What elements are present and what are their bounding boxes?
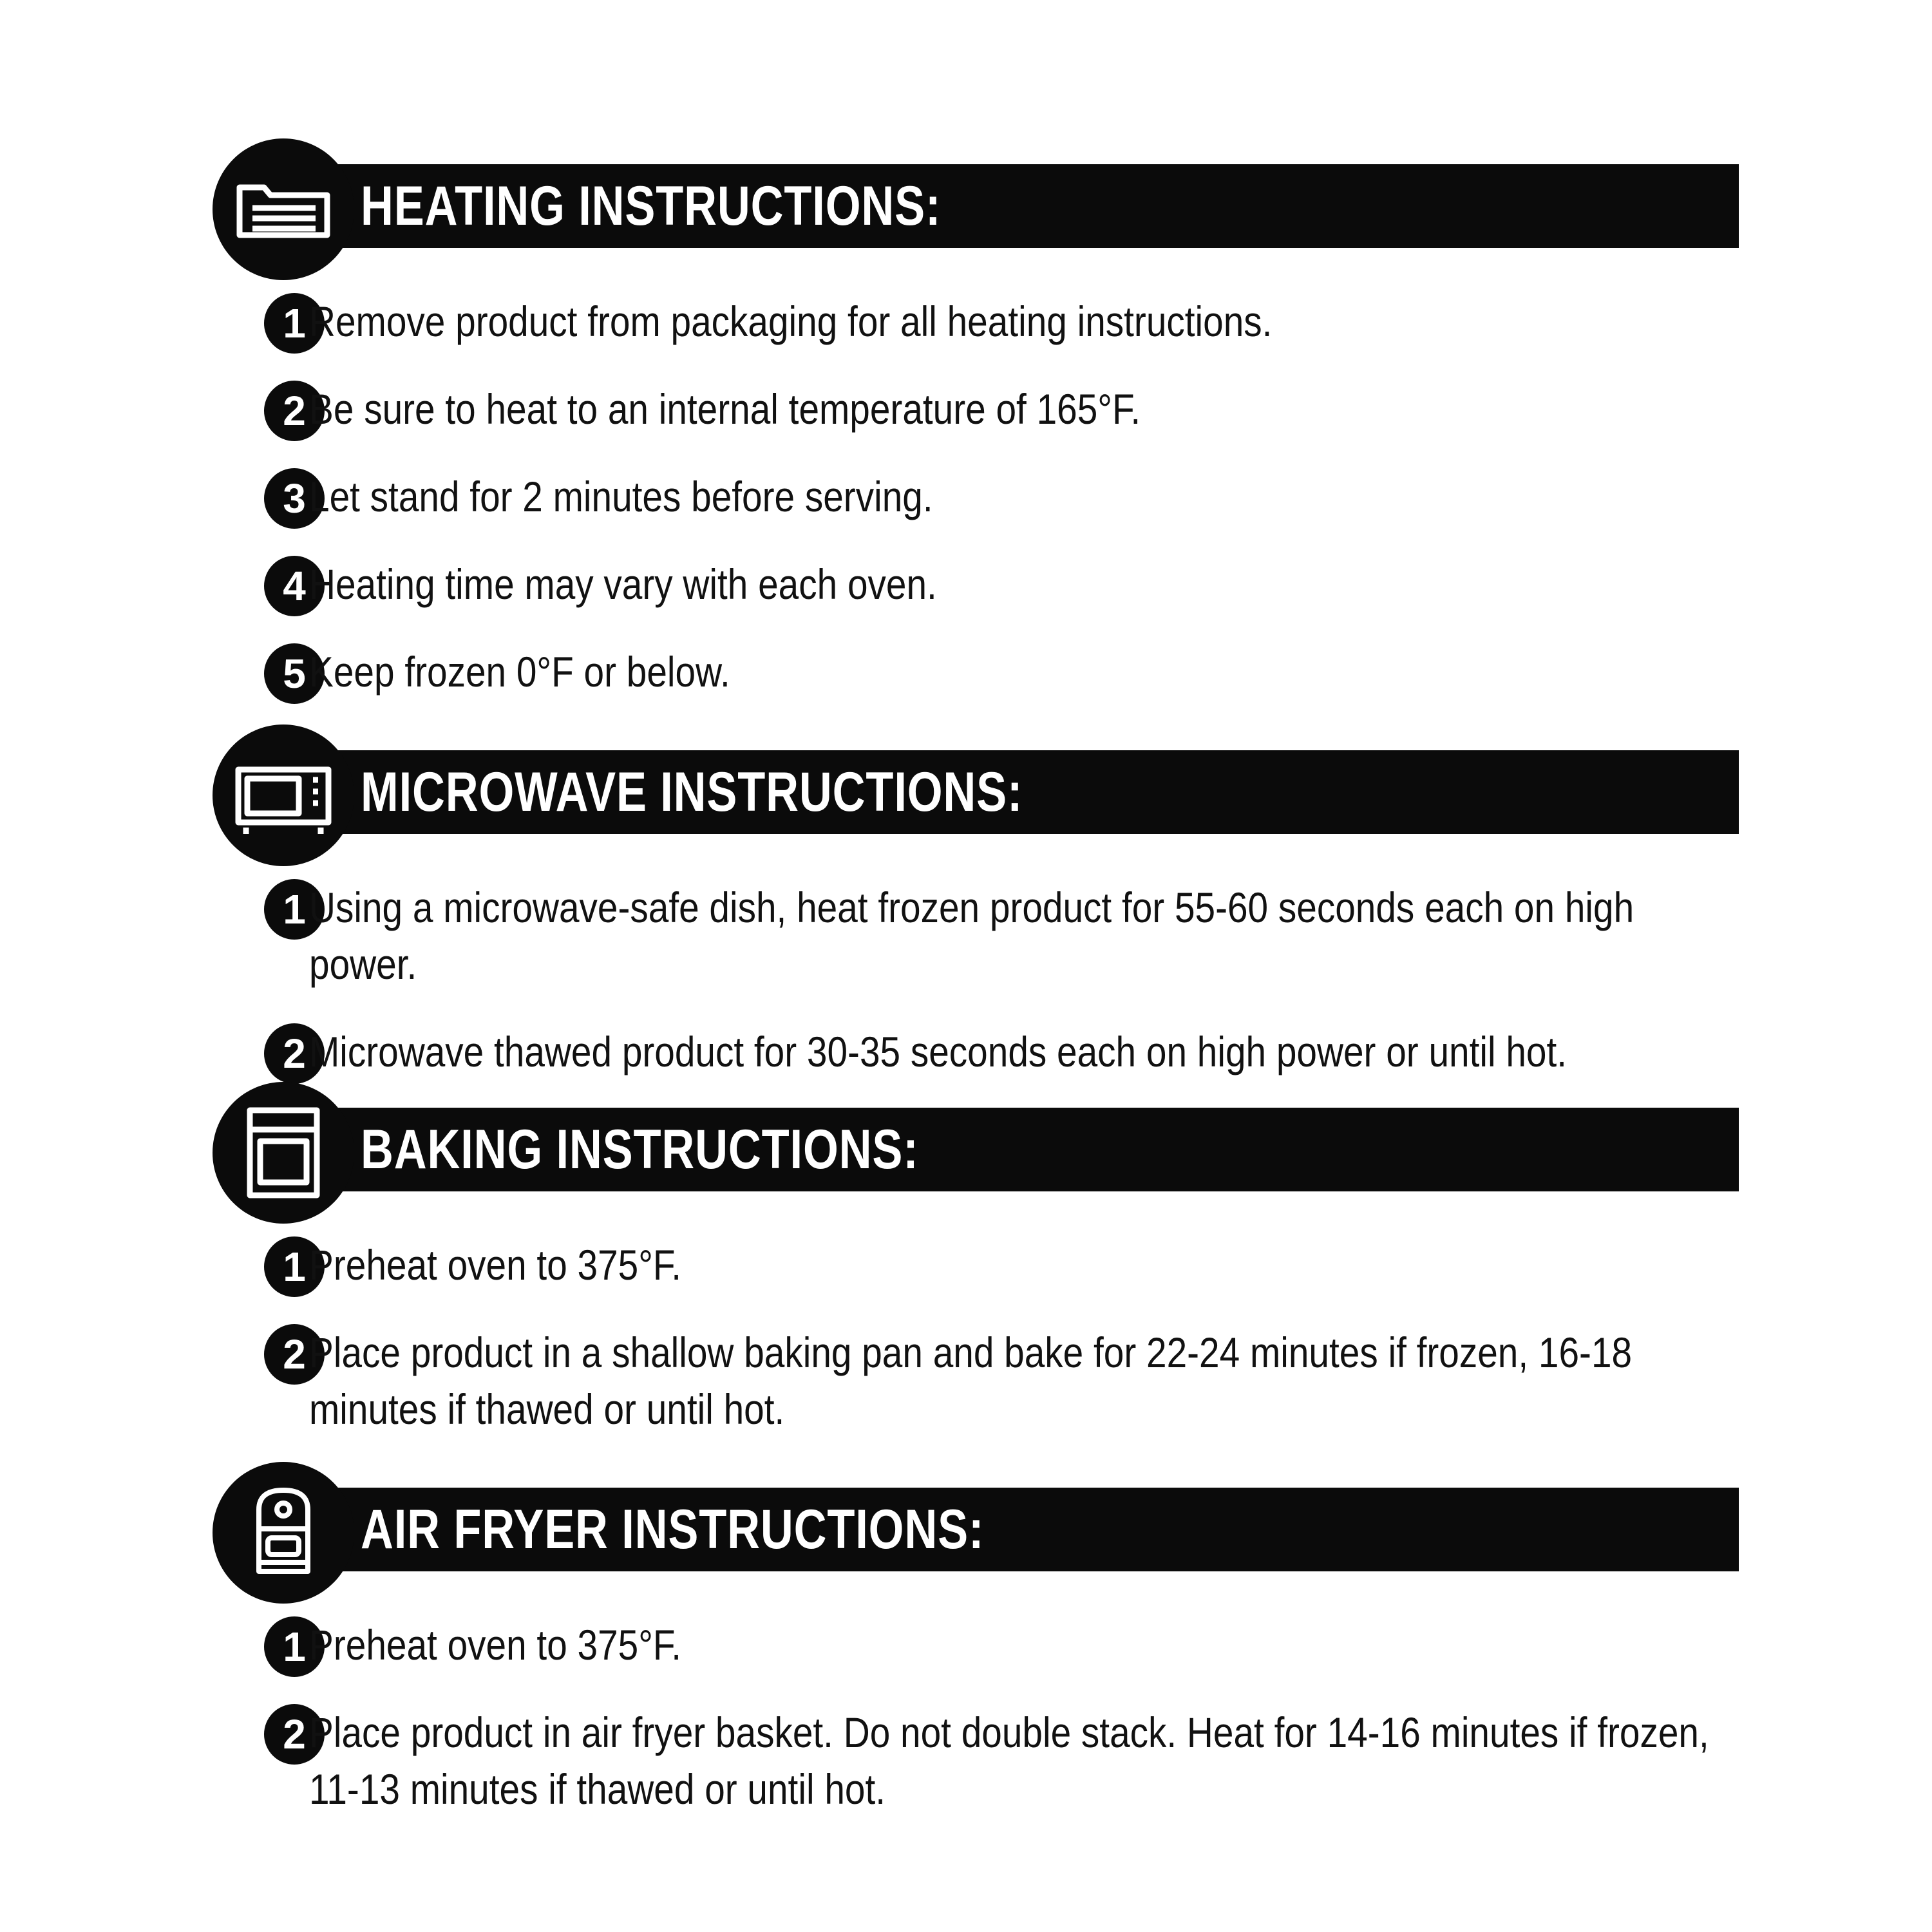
heating-header	[213, 138, 1739, 293]
step-list	[213, 879, 1739, 1080]
microwave-icon	[213, 724, 354, 866]
step-text: Remove product from packaging for all heating instructions.	[309, 298, 1273, 345]
step-text: Preheat oven to 375°F.	[309, 1621, 682, 1669]
list-item	[213, 1324, 1739, 1437]
list-item	[213, 1236, 1739, 1293]
step-number-badge: 1	[264, 293, 325, 354]
step-text: Place product in a shallow baking pan and bake for 22-24 minutes if frozen, 16-18 minutes if thawed or until hot.	[309, 1329, 1633, 1433]
microwave-section	[213, 724, 1739, 1111]
heating-section	[213, 138, 1739, 731]
air-fryer-icon	[213, 1462, 354, 1604]
air-fryer-section	[213, 1462, 1739, 1848]
step-text: Keep frozen 0°F or below.	[309, 648, 730, 696]
air-fryer-header	[213, 1462, 1739, 1616]
oven-icon	[213, 1082, 354, 1224]
step-number-badge: 2	[264, 1023, 325, 1084]
list-item	[213, 468, 1739, 525]
section-title: HEATING INSTRUCTIONS:	[361, 175, 942, 237]
section-title: AIR FRYER INSTRUCTIONS:	[361, 1499, 985, 1560]
list-item	[213, 879, 1739, 992]
step-text: Let stand for 2 minutes before serving.	[309, 473, 933, 520]
step-number-badge: 2	[264, 1324, 325, 1385]
list-item	[213, 1704, 1739, 1817]
step-text: Microwave thawed product for 30-35 seconds each on high power or until hot.	[309, 1028, 1567, 1075]
list-item	[213, 643, 1739, 700]
section-title: MICROWAVE INSTRUCTIONS:	[361, 761, 1023, 823]
list-item	[213, 556, 1739, 612]
list-item	[213, 293, 1739, 350]
microwave-header	[213, 724, 1739, 879]
list-item	[213, 1023, 1739, 1080]
step-number-badge: 2	[264, 381, 325, 441]
step-list	[213, 1616, 1739, 1817]
step-list	[213, 293, 1739, 700]
step-number-badge: 5	[264, 643, 325, 704]
step-text: Place product in air fryer basket. Do not double stack. Heat for 14-16 minutes if frozen, 11-13 minutes if thawed or until hot.	[309, 1709, 1709, 1813]
list-item	[213, 1616, 1739, 1673]
step-text: Preheat oven to 375°F.	[309, 1241, 682, 1289]
step-number-badge: 2	[264, 1704, 325, 1765]
step-number-badge: 1	[264, 1616, 325, 1677]
tray-icon	[213, 138, 354, 280]
step-text: Heating time may vary with each oven.	[309, 560, 937, 608]
step-number-badge: 1	[264, 879, 325, 940]
list-item	[213, 381, 1739, 437]
baking-header	[213, 1082, 1739, 1236]
step-number-badge: 4	[264, 556, 325, 616]
step-list	[213, 1236, 1739, 1437]
step-number-badge: 3	[264, 468, 325, 529]
section-title: BAKING INSTRUCTIONS:	[361, 1119, 919, 1180]
step-text: Be sure to heat to an internal temperature of 165°F.	[309, 385, 1141, 433]
baking-section	[213, 1082, 1739, 1468]
step-text: Using a microwave-safe dish, heat frozen product for 55-60 seconds each on high power.	[309, 884, 1634, 988]
step-number-badge: 1	[264, 1236, 325, 1297]
